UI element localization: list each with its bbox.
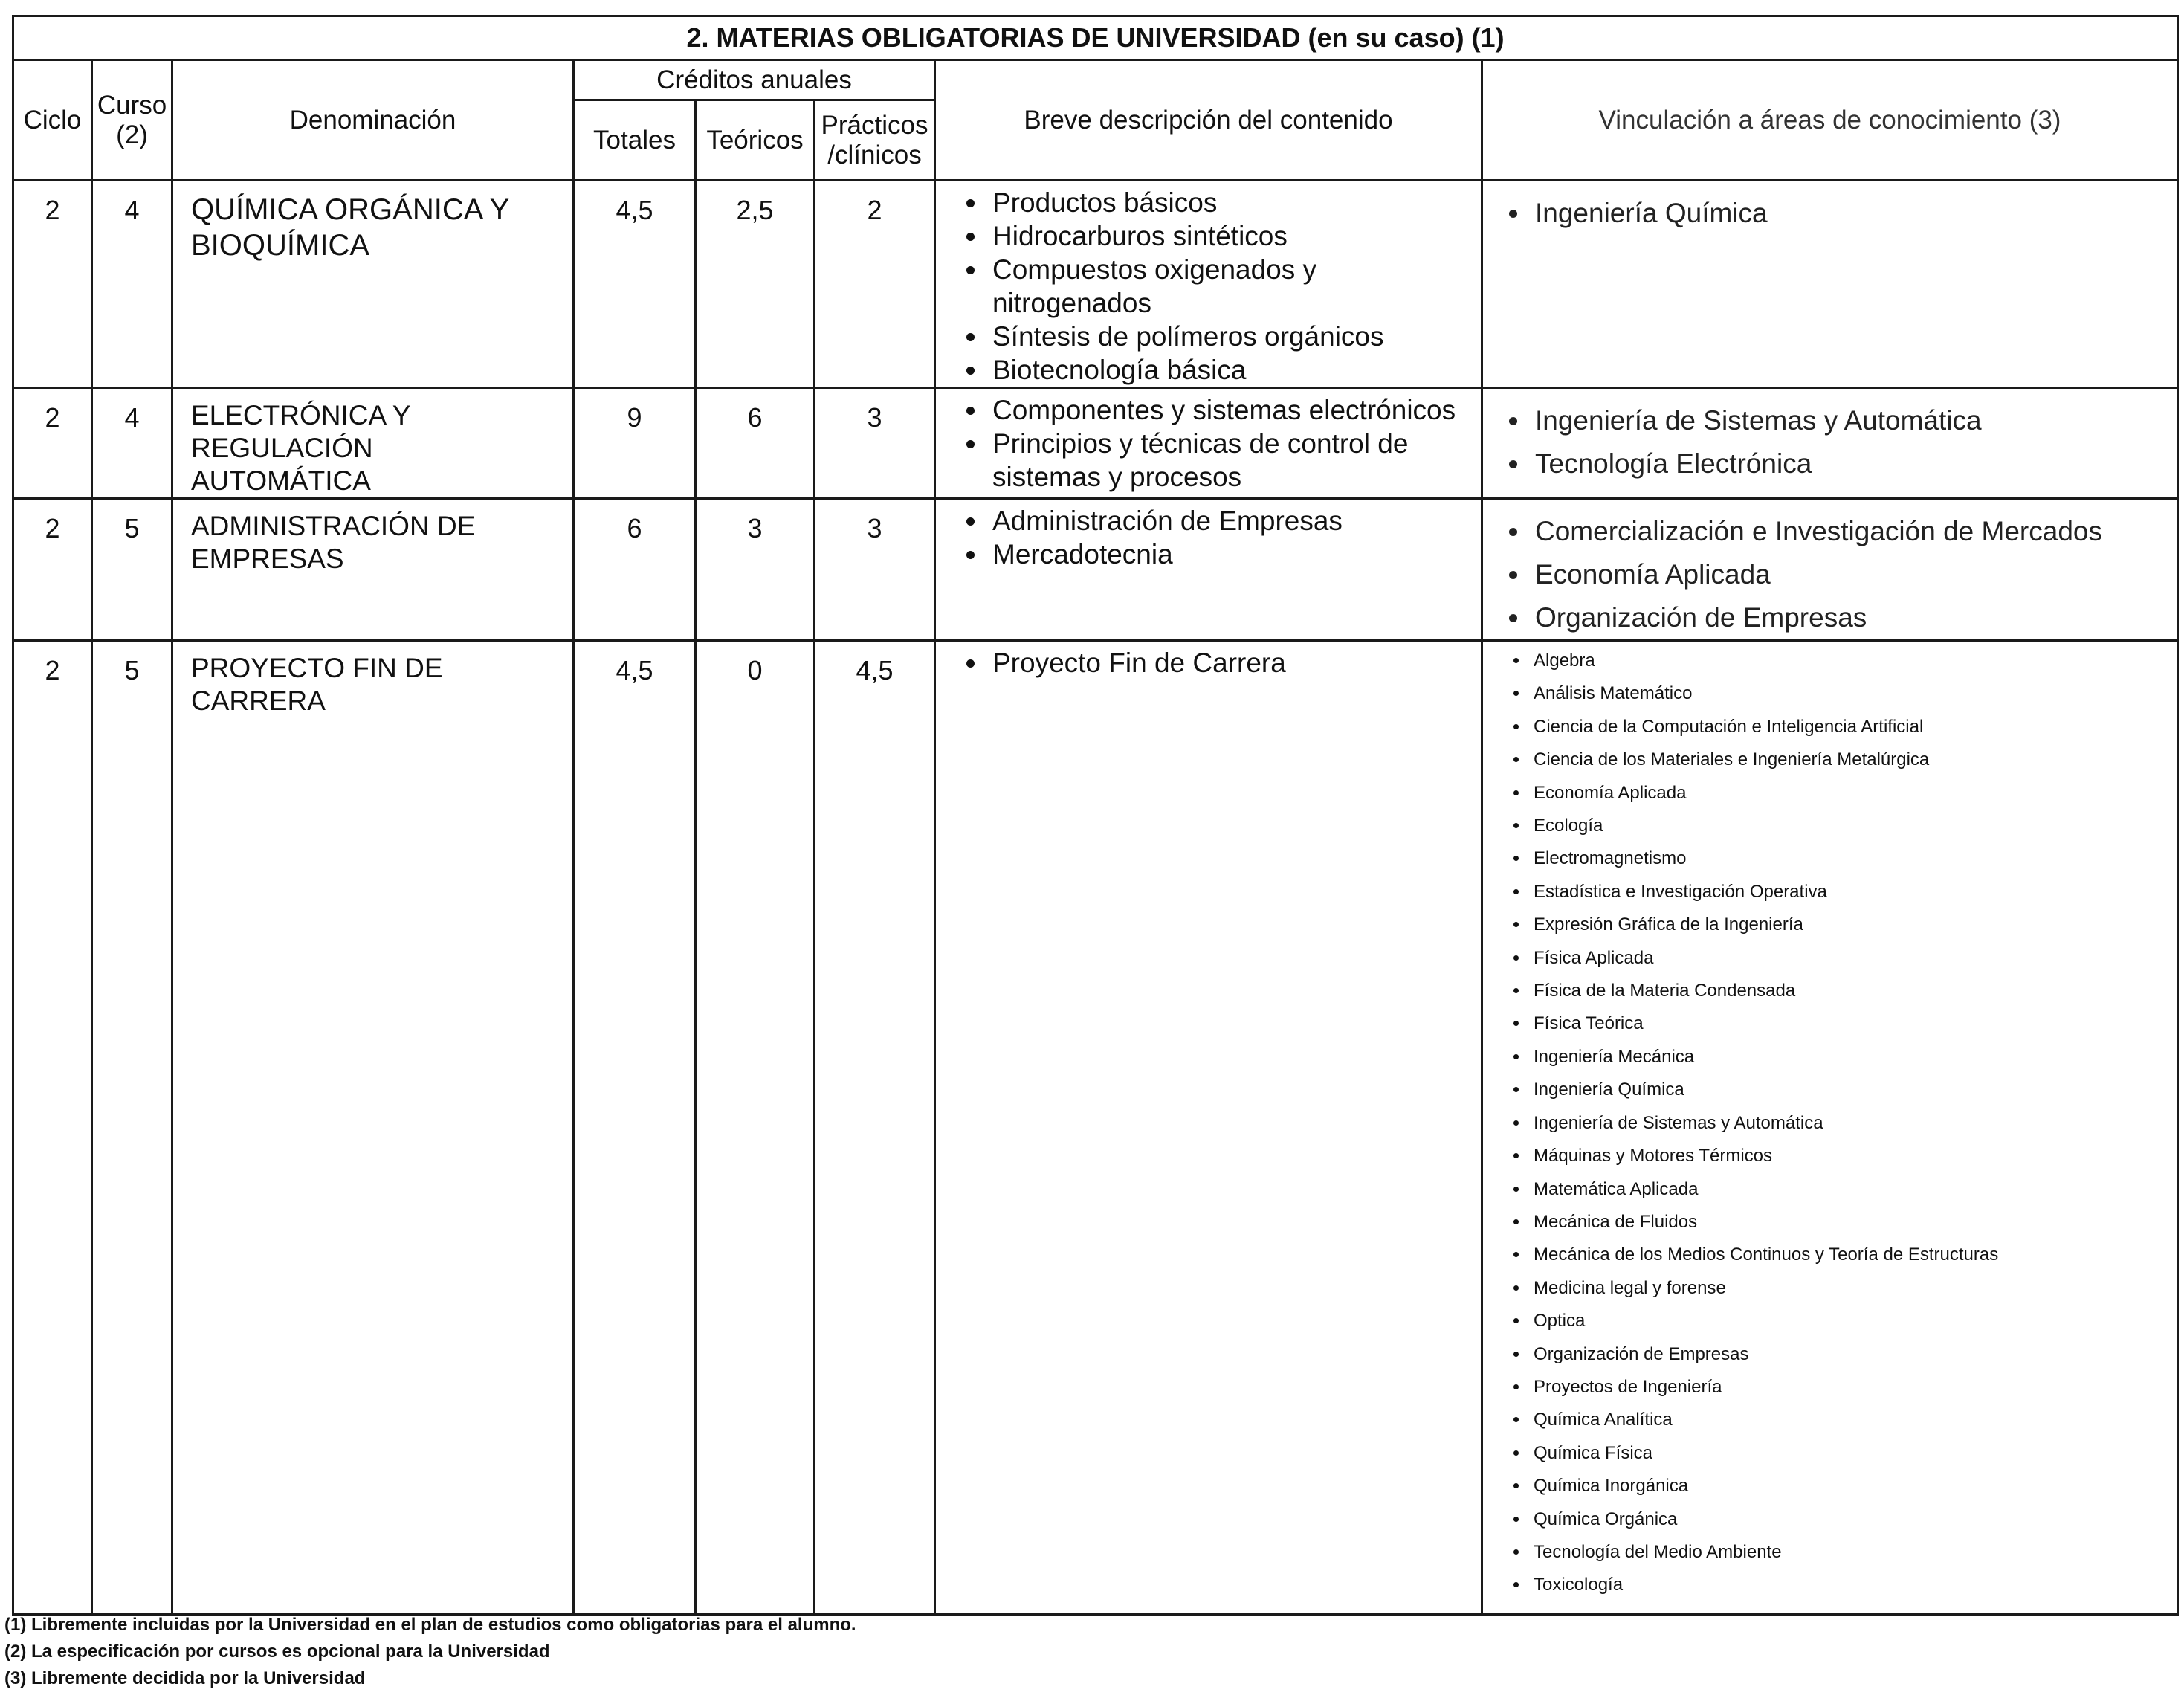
teoricos-cell: 0 bbox=[696, 641, 815, 1615]
footnote-1: (1) Libremente incluidas por la Universidad en el plan de estudios como obligatorias para el alumno. bbox=[4, 1615, 856, 1635]
totales-cell: 6 bbox=[574, 499, 696, 641]
areas-cell bbox=[1482, 499, 2178, 641]
curso-cell: 5 bbox=[92, 641, 172, 1615]
ciclo-cell: 2 bbox=[13, 181, 92, 388]
header-creditos: Créditos anuales bbox=[574, 60, 935, 100]
descripcion-item: • Proyecto Fin de Carrera bbox=[988, 646, 1481, 680]
area-item: • Economía Aplicada bbox=[1531, 553, 2177, 596]
area-item: • Ingeniería Química bbox=[1531, 192, 2177, 235]
area-item: • Física Teórica bbox=[1529, 1007, 2177, 1040]
area-item: • Ingeniería de Sistemas y Automática bbox=[1531, 399, 2177, 442]
practicos-cell: 4,5 bbox=[815, 641, 935, 1615]
curso-cell: 5 bbox=[92, 499, 172, 641]
area-item: • Ingeniería de Sistemas y Automática bbox=[1529, 1107, 2177, 1140]
area-item: • Matemática Aplicada bbox=[1529, 1173, 2177, 1206]
table-row bbox=[13, 388, 2178, 499]
descripcion-item: • Síntesis de polímeros orgánicos bbox=[988, 320, 1481, 353]
footnote-2: (2) La especificación por cursos es opcional para la Universidad bbox=[4, 1642, 550, 1662]
header-totales: Totales bbox=[574, 100, 696, 181]
denominacion-cell: ADMINISTRACIÓN DE EMPRESAS bbox=[172, 499, 574, 641]
ciclo-cell: 2 bbox=[13, 388, 92, 499]
descripcion-cell bbox=[935, 499, 1482, 641]
areas-cell bbox=[1482, 388, 2178, 499]
teoricos-cell: 6 bbox=[696, 388, 815, 499]
areas-cell bbox=[1482, 641, 2178, 1615]
totales-cell: 4,5 bbox=[574, 181, 696, 388]
header-curso-note: (2) bbox=[116, 120, 148, 149]
table-row bbox=[13, 641, 2178, 1615]
header-practicos-line2: /clínicos bbox=[827, 140, 922, 170]
practicos-cell: 3 bbox=[815, 388, 935, 499]
header-practicos bbox=[815, 100, 935, 181]
header-vinculacion: Vinculación a áreas de conocimiento (3) bbox=[1482, 60, 2178, 181]
area-item: • Comercialización e Investigación de Mercados bbox=[1531, 510, 2177, 553]
descripcion-item: • Mercadotecnia bbox=[988, 538, 1481, 571]
curso-cell: 4 bbox=[92, 181, 172, 388]
practicos-cell: 2 bbox=[815, 181, 935, 388]
totales-cell: 9 bbox=[574, 388, 696, 499]
teoricos-cell: 2,5 bbox=[696, 181, 815, 388]
teoricos-cell: 3 bbox=[696, 499, 815, 641]
curso-cell: 4 bbox=[92, 388, 172, 499]
areas-cell bbox=[1482, 181, 2178, 388]
descripcion-item: • Compuestos oxigenados y nitrogenados bbox=[988, 253, 1481, 320]
ciclo-cell: 2 bbox=[13, 499, 92, 641]
area-item: • Organización de Empresas bbox=[1529, 1338, 2177, 1371]
denominacion-cell: QUÍMICA ORGÁNICA Y BIOQUÍMICA bbox=[172, 181, 574, 388]
descripcion-item: • Hidrocarburos sintéticos bbox=[988, 219, 1481, 253]
area-item: • Química Física bbox=[1529, 1437, 2177, 1470]
area-item: • Ingeniería Mecánica bbox=[1529, 1041, 2177, 1074]
area-item: • Expresión Gráfica de la Ingeniería bbox=[1529, 908, 2177, 941]
area-item: • Electromagnetismo bbox=[1529, 842, 2177, 875]
denominacion-cell: ELECTRÓNICA Y REGULACIÓN AUTOMÁTICA bbox=[172, 388, 574, 499]
footnote-3: (3) Libremente decidida por la Universidad bbox=[4, 1668, 366, 1688]
descripcion-cell bbox=[935, 641, 1482, 1615]
descripcion-item: • Administración de Empresas bbox=[988, 504, 1481, 538]
area-item: • Toxicología bbox=[1529, 1569, 2177, 1601]
area-item: • Química Analítica bbox=[1529, 1404, 2177, 1436]
footnotes bbox=[4, 1612, 856, 1692]
descripcion-item: • Productos básicos bbox=[988, 186, 1481, 219]
area-item: • Medicina legal y forense bbox=[1529, 1272, 2177, 1305]
area-item: • Máquinas y Motores Térmicos bbox=[1529, 1140, 2177, 1172]
header-denominacion: Denominación bbox=[172, 60, 574, 181]
area-item: • Mecánica de los Medios Continuos y Teoría de Estructuras bbox=[1529, 1239, 2177, 1271]
area-item: • Ecología bbox=[1529, 810, 2177, 842]
area-item: • Organización de Empresas bbox=[1531, 596, 2177, 639]
areas-list bbox=[1483, 642, 2177, 1602]
area-item: • Ingeniería Química bbox=[1529, 1074, 2177, 1106]
area-item: • Química Inorgánica bbox=[1529, 1470, 2177, 1503]
totales-cell: 4,5 bbox=[574, 641, 696, 1615]
area-item: • Química Orgánica bbox=[1529, 1503, 2177, 1536]
area-item: • Algebra bbox=[1529, 645, 2177, 677]
area-item: • Estadística e Investigación Operativa bbox=[1529, 876, 2177, 908]
ciclo-cell: 2 bbox=[13, 641, 92, 1615]
area-item: • Física de la Materia Condensada bbox=[1529, 975, 2177, 1007]
descripcion-cell bbox=[935, 181, 1482, 388]
descripcion-item: • Principios y técnicas de control de sistemas y procesos bbox=[988, 427, 1481, 494]
area-item: • Ciencia de los Materiales e Ingeniería Metalúrgica bbox=[1529, 743, 2177, 776]
materias-table bbox=[12, 15, 2179, 1616]
header-curso-label: Curso bbox=[97, 90, 167, 120]
area-item: • Optica bbox=[1529, 1305, 2177, 1337]
table-title: 2. MATERIAS OBLIGATORIAS DE UNIVERSIDAD (en su caso) (1) bbox=[13, 16, 2178, 60]
area-item: • Ciencia de la Computación e Inteligencia Artificial bbox=[1529, 711, 2177, 743]
table-row bbox=[13, 181, 2178, 388]
area-item: • Mecánica de Fluidos bbox=[1529, 1206, 2177, 1239]
header-practicos-line1: Prácticos bbox=[821, 110, 928, 140]
area-item: • Tecnología Electrónica bbox=[1531, 442, 2177, 485]
area-item: • Economía Aplicada bbox=[1529, 777, 2177, 810]
area-item: • Proyectos de Ingeniería bbox=[1529, 1371, 2177, 1404]
denominacion-cell: PROYECTO FIN DE CARRERA bbox=[172, 641, 574, 1615]
area-item: • Tecnología del Medio Ambiente bbox=[1529, 1536, 2177, 1569]
table-row bbox=[13, 499, 2178, 641]
header-teoricos: Teóricos bbox=[696, 100, 815, 181]
header-descripcion: Breve descripción del contenido bbox=[935, 60, 1482, 181]
area-item: • Física Aplicada bbox=[1529, 942, 2177, 975]
area-item: • Análisis Matemático bbox=[1529, 677, 2177, 710]
descripcion-cell bbox=[935, 388, 1482, 499]
header-ciclo: Ciclo bbox=[13, 60, 92, 181]
descripcion-item: • Biotecnología básica bbox=[988, 353, 1481, 387]
practicos-cell: 3 bbox=[815, 499, 935, 641]
descripcion-item: • Componentes y sistemas electrónicos bbox=[988, 393, 1481, 427]
header-curso bbox=[92, 60, 172, 181]
